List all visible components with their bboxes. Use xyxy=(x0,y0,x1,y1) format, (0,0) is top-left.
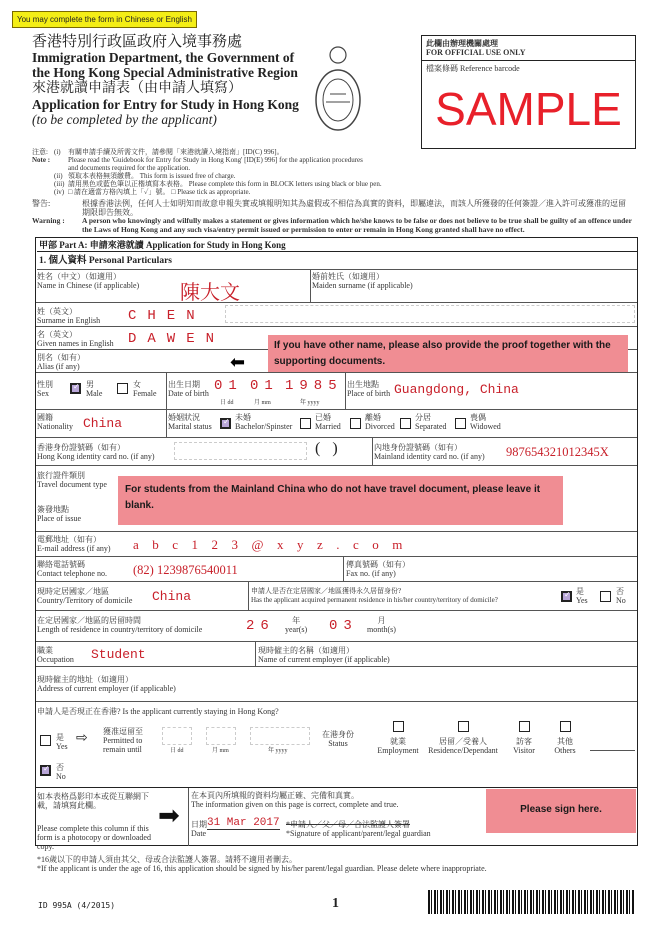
signature-area[interactable]: Please sign here. xyxy=(486,789,636,833)
others-line[interactable] xyxy=(590,750,635,751)
staying-no-label: 否 No xyxy=(56,763,66,781)
mainland-id-label: 內地身份證號碼（如有） Mainland identity card no. (if any) xyxy=(374,443,485,461)
dob-dd[interactable]: 01 xyxy=(214,378,243,394)
form-id: ID 995A (4/2015) xyxy=(38,901,116,910)
tel-label: 聯絡電話號碼 Contact telephone no. xyxy=(37,560,107,578)
photocopy-zh: 如本表格爲影印本或從互聯網下載，請填寫此欄。 xyxy=(37,792,149,810)
fax-label: 傳真號碼（如有） Fax no. (if any) xyxy=(346,560,410,578)
sample-stamp: SAMPLE xyxy=(435,83,622,135)
permitted-dd-unit: 日 dd xyxy=(170,748,184,754)
hkid-boxes[interactable] xyxy=(174,442,307,460)
year-unit: 年 year(s) xyxy=(285,616,308,634)
footnote: *16歲以下的申請人須由其父、母或合法監護人簽署。請將不適用者刪去。 *If the applicant is under the age of 16, this application should be signed by his/her parent/legal guardian. Please delete where inappropriate. xyxy=(37,855,487,873)
mainland-id-value[interactable]: 987654321012345X xyxy=(506,445,609,459)
dob-yyyy[interactable]: 1985 xyxy=(285,378,343,394)
marital-separated-checkbox[interactable] xyxy=(400,418,411,429)
subtitle-en: (to be completed by the applicant) xyxy=(32,112,217,127)
page-number: 1 xyxy=(332,896,339,911)
female-checkbox[interactable] xyxy=(117,383,128,394)
note-num: (ii) xyxy=(54,172,63,180)
title-en: Application for Entry for Study in Hong Kong xyxy=(32,97,299,112)
travel-doc-label: 旅行證件類別 Travel document type xyxy=(37,471,107,489)
marital-label: 婚姻狀況 Marital status xyxy=(168,413,212,431)
male-label: 男 Male xyxy=(86,380,103,398)
occupation-label: 職業 Occupation xyxy=(37,646,74,664)
dept-zh: 香港特別行政區政府入境事務處 xyxy=(32,34,243,50)
emblem-icon xyxy=(312,42,364,134)
travel-doc-note: For students from the Mainland China who do not have travel document, please leave it blank. xyxy=(118,476,563,525)
marital-married-checkbox[interactable] xyxy=(300,418,311,429)
arrow-right-icon: ⇨ xyxy=(76,731,88,746)
note-label-zh: 注意: xyxy=(32,148,48,156)
status-others-checkbox[interactable] xyxy=(560,721,571,732)
email-label: 電郵地址（如有） E-mail address (if any) xyxy=(37,535,111,553)
note-en: □ Please tick as appropriate. xyxy=(171,188,251,196)
title-zh: 來港就讀申請表（由申請人填寫） xyxy=(32,81,242,96)
staying-no-checkbox[interactable] xyxy=(40,765,51,776)
status-option-label: 訪客 Visitor xyxy=(513,737,535,755)
status-option-label: 居留／受養人 Residence/Dependant xyxy=(428,737,498,755)
status-option-label: 就業 Employment xyxy=(377,737,419,755)
official-en: FOR OFFICIAL USE ONLY xyxy=(422,48,635,61)
length-years[interactable]: 26 xyxy=(246,618,275,634)
place-of-issue-label: 簽發地點 Place of issue xyxy=(37,505,81,523)
pob-label: 出生地點 Place of birth xyxy=(347,380,391,398)
alias-note: If you have other name, please also provide the proof together with the supporting documents. xyxy=(268,335,628,372)
surname-value[interactable]: CHEN xyxy=(128,308,206,324)
status-label: 在港身份 Status xyxy=(322,730,354,748)
nationality-value[interactable]: China xyxy=(83,416,123,431)
tel-value[interactable]: (82) 1239876540011 xyxy=(133,563,238,577)
dept-en-1: Immigration Department, the Government of xyxy=(32,50,295,65)
note-en: Please read the 'Guidebook for Entry for Study in Hong Kong' [ID(E) 996] for the application procedures and documents required for the application. xyxy=(68,156,363,172)
date-value[interactable]: 31 Mar 2017 xyxy=(207,817,280,829)
note-zh: 領取本表格無須繳費。 xyxy=(68,172,138,180)
marital-option-label: 未婚 Bachelor/Spinster xyxy=(235,413,293,431)
status-residence-dependant-checkbox[interactable] xyxy=(458,721,469,732)
pob-value[interactable]: Guangdong, China xyxy=(394,382,519,397)
arrow-right-bold-icon: ➡ xyxy=(158,801,180,830)
given-names-label: 名（英文） Given names in English xyxy=(37,330,114,348)
occupation-value[interactable]: Student xyxy=(91,647,146,662)
dob-label: 出生日期 Date of birth xyxy=(168,380,209,398)
permitted-label: 獲准逗留至 Permitted to remain until xyxy=(103,727,143,754)
length-label: 在定居國家／地區的居留時間 Length of residence in country/territory of domicile xyxy=(37,616,203,634)
signature-label: *申請人／父／母／合法監護人簽署 *Signature of applicant/parent/legal guardian xyxy=(286,820,431,838)
female-label: 女 Female xyxy=(133,380,157,398)
warning-zh: 根據香港法例，任何人士如明知而故意申報失實或填報明知其為虛假或不相信為真實的資料，即屬違法，而該人所獲發的任何簽證／進入許可或獲准的逗留期限即告無效。 xyxy=(82,199,626,217)
arrow-left-icon: ⬅ xyxy=(230,352,246,372)
given-names-value[interactable]: DAWEN xyxy=(128,331,226,347)
marital-divorced-checkbox[interactable] xyxy=(350,418,361,429)
no-label: 否 No xyxy=(616,587,626,605)
date-label: 日期 Date xyxy=(191,820,207,838)
dob-mm[interactable]: 01 xyxy=(250,378,279,394)
month-unit: 月 month(s) xyxy=(367,616,396,634)
notes xyxy=(32,148,632,234)
status-option-label: 其他 Others xyxy=(554,737,576,755)
sex-label: 性別 Sex xyxy=(37,380,53,398)
domicile-label: 現時定居國家／地區 Country/Territory of domicile xyxy=(37,587,133,605)
warning-label-zh: 警告: xyxy=(32,199,51,208)
declaration: 在本頁內所填報的資料均屬正確、完備和真實。 The information given on this page is correct, complete and true. xyxy=(191,791,399,809)
permitted-dd[interactable] xyxy=(162,727,192,745)
reference-barcode-label: 檔案條碼 Reference barcode xyxy=(426,64,520,73)
dob-dd-unit: 日 dd xyxy=(220,400,234,406)
employer-address-label: 現時僱主的地址（如適用） Address of current employer (if applicable) xyxy=(37,675,176,693)
note-en: This form is issued free of charge. xyxy=(139,172,236,180)
official-zh: 此欄由辦理機關處理 xyxy=(426,39,498,48)
note-num: (i) xyxy=(54,148,61,156)
length-months[interactable]: 03 xyxy=(329,618,358,634)
note-zh: □ 請在適當方格內填上「✓」號。 xyxy=(68,188,170,196)
status-employment-checkbox[interactable] xyxy=(393,721,404,732)
surname-label: 姓（英文） Surname in English xyxy=(37,307,101,325)
part-a-header: 甲部 Part A: 申請來港就讀 Application for Study in Hong Kong xyxy=(37,238,637,252)
marital-option-label: 離婚 Divorced xyxy=(365,413,395,431)
warning-label-en: Warning : xyxy=(32,216,65,225)
header xyxy=(32,34,302,127)
note-zh: 請用黑色或藍色筆以正楷填寫本表格。 xyxy=(68,180,187,188)
alias-label: 別名（如有） Alias (if any) xyxy=(37,353,85,371)
note-en: Please complete this form in BLOCK letters using black or blue pen. xyxy=(188,180,382,188)
section-personal-particulars: 1. 個人資料 Personal Particulars xyxy=(37,253,637,270)
row-tel xyxy=(36,557,637,582)
note-label-en: Note : xyxy=(32,156,51,164)
male-checkbox[interactable] xyxy=(70,383,81,394)
permanent-no-checkbox[interactable] xyxy=(600,591,611,602)
maiden-surname-label: 婚前姓氏（如適用） Maiden surname (if applicable) xyxy=(312,272,413,290)
employer-name-label: 現時僱主的名稱（如適用） Name of current employer (if applicable) xyxy=(258,646,390,664)
marital-option-label: 分居 Separated xyxy=(415,413,447,431)
dob-yyyy-unit: 年 yyyy xyxy=(300,400,320,406)
hkid-check-digit[interactable]: ( ) xyxy=(315,440,338,457)
official-use-box xyxy=(421,35,636,149)
marital-option-label: 已婚 Married xyxy=(315,413,341,431)
dob-mm-unit: 月 mm xyxy=(254,400,271,406)
nationality-label: 國籍 Nationality xyxy=(37,413,73,431)
permanent-yes-checkbox[interactable] xyxy=(561,591,572,602)
hkid-label: 香港身份證號碼（如有） Hong Kong identity card no. (if any) xyxy=(37,443,155,461)
surname-boxes xyxy=(225,305,635,323)
note-num: (iv) xyxy=(54,188,65,196)
staying-question: 申請人是否現正在香港? Is the applicant currently staying in Hong Kong? xyxy=(37,707,279,716)
dept-en-2: the Hong Kong Special Administrative Region xyxy=(32,65,298,80)
domicile-value[interactable]: China xyxy=(152,589,192,604)
note-zh: 有關申請手續及所需文件，請參閱「來港就讀入境指南」[ID(C) 996]。 xyxy=(68,148,284,156)
marital-widowed-checkbox[interactable] xyxy=(455,418,466,429)
staying-yes-label: 是 Yes xyxy=(56,733,68,751)
staying-yes-checkbox[interactable] xyxy=(40,735,51,746)
status-visitor-checkbox[interactable] xyxy=(519,721,530,732)
note-num: (iii) xyxy=(54,180,65,188)
permitted-mm[interactable] xyxy=(206,727,236,745)
permitted-yyyy[interactable] xyxy=(250,727,310,745)
photocopy-en: Please complete this column if this form is a photocopy or downloaded copy. xyxy=(37,824,151,851)
language-banner: You may complete the form in Chinese or English xyxy=(12,11,197,28)
warning-en: A person who knowingly and wilfully makes a statement or gives information which he/she knows to be false or does not believe to be true shall be guilty of an offence under the Laws of Hong Kong and any such visa/entry permit issued or permission to enter or remain in Hong Kong granted shall have no effect. xyxy=(82,216,632,234)
marital-bachelor-spinster-checkbox[interactable] xyxy=(220,418,231,429)
name-zh-label: 姓名（中文）（如適用） Name in Chinese (if applicable) xyxy=(37,272,140,290)
barcode xyxy=(428,890,634,914)
permitted-mm-unit: 月 mm xyxy=(212,748,229,754)
name-zh-value[interactable]: 陳大文 xyxy=(180,282,240,304)
permitted-yyyy-unit: 年 yyyy xyxy=(268,748,288,754)
yes-label: 是 Yes xyxy=(576,587,588,605)
marital-option-label: 喪偶 Widowed xyxy=(470,413,501,431)
permanent-residence-question: 申請人是否在定居國家／地區獲得永久居留身份? Has the applicant acquired permanent residence in his/her country/territory of domicile? xyxy=(251,587,498,604)
email-value[interactable]: abc123@xyz.com xyxy=(133,537,416,552)
